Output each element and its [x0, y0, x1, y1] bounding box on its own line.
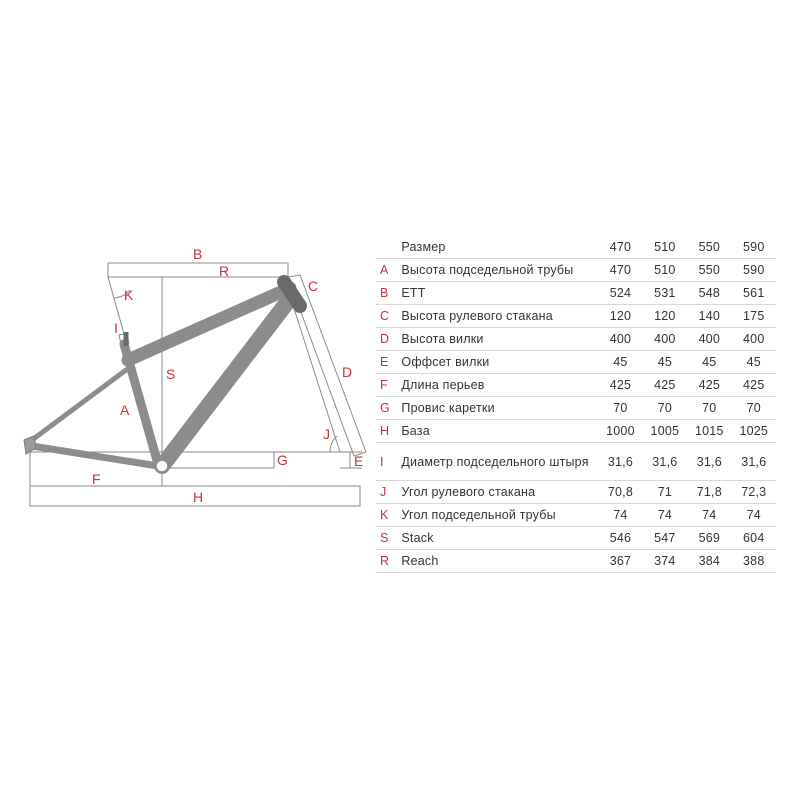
row-letter: K	[376, 504, 401, 527]
label-r: R	[219, 263, 230, 279]
row-param: Stack	[401, 527, 598, 550]
label-f: F	[92, 471, 101, 487]
chain-stay	[32, 446, 158, 466]
table-row	[376, 504, 776, 527]
row-value: 70	[732, 397, 776, 420]
row-value: 374	[643, 550, 687, 573]
dimension-lines	[30, 263, 366, 506]
row-value: 120	[598, 305, 642, 328]
table-row	[376, 443, 776, 481]
row-value: 524	[598, 282, 642, 305]
header-size: 550	[687, 236, 731, 259]
row-value: 31,6	[598, 443, 642, 481]
row-value: 550	[687, 259, 731, 282]
row-value: 1015	[687, 420, 731, 443]
row-value: 74	[732, 504, 776, 527]
row-value: 384	[687, 550, 731, 573]
row-value: 45	[732, 351, 776, 374]
table-row	[376, 305, 776, 328]
fork-axis-line	[290, 296, 340, 452]
row-param: Длина перьев	[401, 374, 598, 397]
header-size: 470	[598, 236, 642, 259]
label-e: E	[354, 453, 364, 469]
row-value: 547	[643, 527, 687, 550]
row-param: Reach	[401, 550, 598, 573]
row-value: 531	[643, 282, 687, 305]
row-value: 569	[687, 527, 731, 550]
row-value: 1000	[598, 420, 642, 443]
table-row	[376, 259, 776, 282]
row-value: 425	[598, 374, 642, 397]
row-value: 548	[687, 282, 731, 305]
row-value: 74	[643, 504, 687, 527]
geometry-table	[376, 236, 776, 573]
header-size: 590	[732, 236, 776, 259]
row-value: 70,8	[598, 481, 642, 504]
table-row	[376, 527, 776, 550]
row-value: 71	[643, 481, 687, 504]
label-k: K	[124, 287, 134, 303]
table-row	[376, 397, 776, 420]
label-b: B	[193, 246, 203, 262]
dimension-b-r-box	[108, 263, 288, 277]
row-letter: B	[376, 282, 401, 305]
table-row	[376, 351, 776, 374]
table-header-row	[376, 236, 776, 259]
row-value: 74	[598, 504, 642, 527]
row-param: База	[401, 420, 598, 443]
table-row	[376, 481, 776, 504]
row-value: 140	[687, 305, 731, 328]
table-row	[376, 328, 776, 351]
row-value: 367	[598, 550, 642, 573]
rear-dropout	[24, 436, 36, 454]
table-row	[376, 374, 776, 397]
row-value: 400	[687, 328, 731, 351]
row-value: 45	[643, 351, 687, 374]
row-value: 1025	[732, 420, 776, 443]
row-value: 470	[598, 259, 642, 282]
row-param: Провис каретки	[401, 397, 598, 420]
row-value: 400	[732, 328, 776, 351]
row-letter: J	[376, 481, 401, 504]
row-letter: F	[376, 374, 401, 397]
row-value: 1005	[643, 420, 687, 443]
row-value: 510	[643, 259, 687, 282]
row-letter: A	[376, 259, 401, 282]
label-h: H	[193, 489, 204, 505]
row-param: Угол рулевого стакана	[401, 481, 598, 504]
row-value: 546	[598, 527, 642, 550]
row-value: 45	[598, 351, 642, 374]
label-c: C	[308, 278, 319, 294]
row-value: 74	[687, 504, 731, 527]
row-letter: I	[376, 443, 401, 481]
label-j: J	[323, 426, 330, 442]
bike-geometry-diagram	[0, 0, 370, 520]
row-value: 425	[687, 374, 731, 397]
row-value: 31,6	[643, 443, 687, 481]
row-param: ETT	[401, 282, 598, 305]
row-value: 71,8	[687, 481, 731, 504]
row-value: 425	[643, 374, 687, 397]
row-letter: C	[376, 305, 401, 328]
row-letter: H	[376, 420, 401, 443]
row-letter: D	[376, 328, 401, 351]
header-param: Размер	[401, 236, 598, 259]
row-value: 388	[732, 550, 776, 573]
row-letter: G	[376, 397, 401, 420]
row-value: 72,3	[732, 481, 776, 504]
row-value: 400	[643, 328, 687, 351]
row-param: Угол подседельной трубы	[401, 504, 598, 527]
label-i: I	[114, 320, 118, 336]
row-param: Высота рулевого стакана	[401, 305, 598, 328]
row-value: 70	[598, 397, 642, 420]
row-param: Высота подседельной трубы	[401, 259, 598, 282]
label-d: D	[342, 364, 353, 380]
row-value: 31,6	[687, 443, 731, 481]
header-size: 510	[643, 236, 687, 259]
label-s: S	[166, 366, 176, 382]
row-param: Диаметр подседельного штыря	[401, 443, 598, 481]
row-letter: R	[376, 550, 401, 573]
bottom-bracket	[156, 460, 168, 472]
row-param: Высота вилки	[401, 328, 598, 351]
row-value: 31,6	[732, 443, 776, 481]
table-row	[376, 282, 776, 305]
row-param: Оффсет вилки	[401, 351, 598, 374]
row-value: 45	[687, 351, 731, 374]
row-value: 120	[643, 305, 687, 328]
row-value: 400	[598, 328, 642, 351]
row-value: 70	[687, 397, 731, 420]
table-row	[376, 550, 776, 573]
row-letter: S	[376, 527, 401, 550]
seat-stay	[32, 370, 126, 440]
row-value: 175	[732, 305, 776, 328]
row-letter: E	[376, 351, 401, 374]
table-row	[376, 420, 776, 443]
label-a: A	[120, 402, 130, 418]
row-value: 604	[732, 527, 776, 550]
row-value: 425	[732, 374, 776, 397]
label-g: G	[277, 452, 288, 468]
row-value: 561	[732, 282, 776, 305]
row-value: 590	[732, 259, 776, 282]
row-value: 70	[643, 397, 687, 420]
